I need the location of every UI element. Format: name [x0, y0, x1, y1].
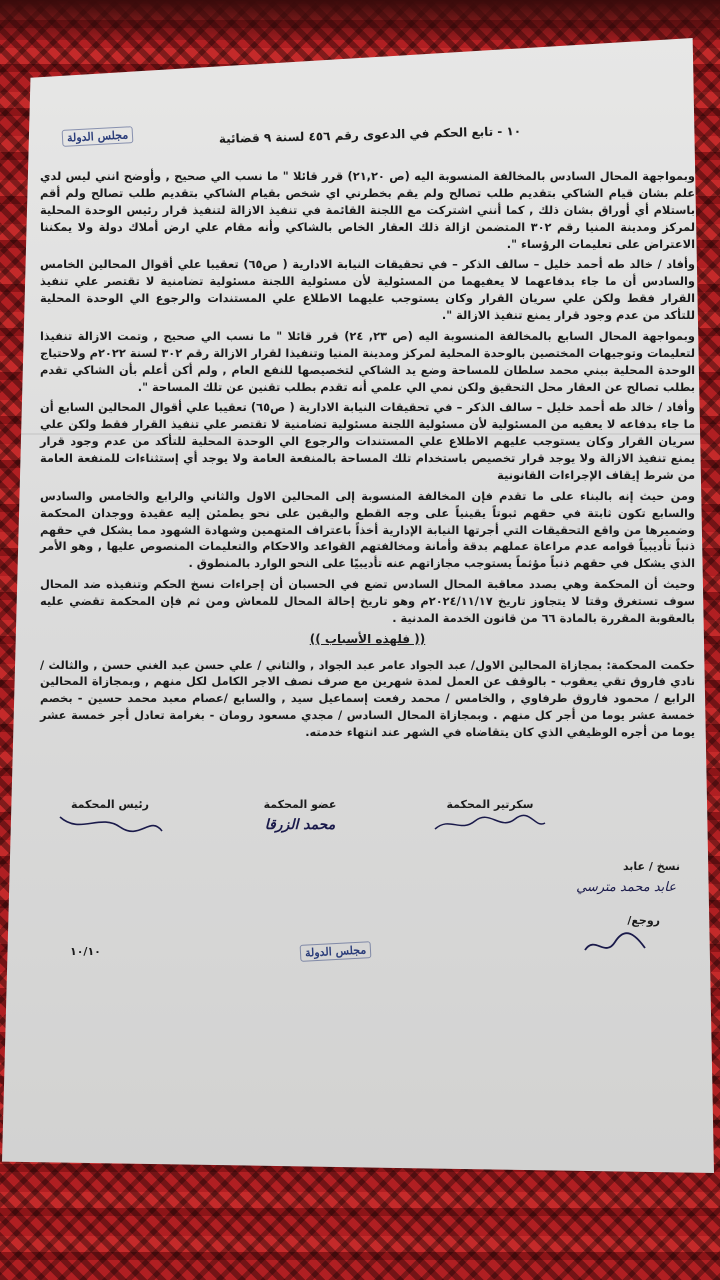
member-signature-text: محمد الزرقا [264, 817, 336, 833]
reviewed-label: روجع/ [627, 914, 660, 927]
president-signature [50, 798, 170, 837]
paragraph: ومن حيث إنه بالبناء على ما تقدم فإن المخالفة المنسوبة إلى المحالين الاول والثاني والرابع والخامس والسادس والسابع تكون ثابتة في حقهم ثبوتاً يقينياً على وجه القطع واليقين على نحو يطمئن إليه عقيدة ووجدان المحكمة وضميرها من واقع التحقيقات التي أجرتها النيابة الإدارية أخذاً باعتراف المتهمين وشهادة الشهود مما يشكل في حقهم ذنباً تأديبياً قوامه عدم مراعاة عملهم بدقة وأمانة ومخالفتهم القواعد والاحكام والتعليمات المنصوص عليها , وهو الأمر الذي يشكل في حقهم ذنباً مؤثماً يستوجب مجازاتهم عنه تأديبيًا على النحو الوارد بالمنطوق . [40, 488, 695, 571]
signature-scribble [430, 811, 550, 837]
signature-scribble [50, 811, 170, 837]
paragraph: وحيث أن المحكمة وهي بصدد معاقبة المحال السادس تضع في الحسبان أن إجراءات نسخ الحكم وتنفيذه ضد المحال سوف تستغرق وقتا لا يتجاوز تاريخ ٢٠٢٤/١١/١٧م وهو تاريخ إحالة المحال للمعاش ومن ثم فإن المحكمة تقضي عليه بالعقوبة المقررة بالمادة ٦٦ من قانون الخدمة المدنية . [40, 577, 695, 625]
paragraph: وبمواجهة المحال السابع بالمخالفة المنسوبة اليه (ص ٢٣, ٢٤) قرر قائلا " ما نسب الي صحيح , وتمت الازالة تنفيذا لتعليمات وتوجيهات المختصين بالوحدة المحلية لمركز ومدينة المنيا وتنفيذا لقرار الازالة رقم ٣٠٢ لسنة ٢٠٢٢م ولاحتياج الوحدة المحلية ببني محمد سلطان للمساحة وضع يد الشاكي لتخصيصها للنفع العام , ولم أكن أعلم بأن الشاكي تقدم بطلب تصالح عن العقار محل التحقيق ولكن نمي الي علمي أنه تقدم بطلب تقنين عن تلك المساحة ". [40, 328, 696, 394]
causes-heading: (( فلهذه الأسباب )) [309, 631, 426, 646]
member-label: عضو المحكمة [263, 798, 337, 811]
secretary-label: سكرتير المحكمة [446, 798, 534, 811]
document-body [40, 138, 695, 745]
council-stamp-top: مجلس الدولة [62, 126, 134, 147]
council-stamp-bottom: مجلس الدولة [300, 941, 372, 962]
member-signature [240, 798, 360, 833]
paragraph: وبمواجهة المحال السادس بالمخالفة المنسوبة اليه (ص ٢١,٢٠) قرر قائلا " ما نسب الي صحيح , وأوضح انني ليس لدي علم بشان قيام الشاكي بتقديم طلب تصالح ولم يقم بخطرني اي شخص بقيام الشاكي بتقديم طلب تصالح ولم أقم باستلام أي أوراق بشان ذلك , كما أنني اشتركت مع اللجنة القائمة في تنفيذ الازالة لتنفيذ قرار رئيس الوحدة المحلية لمركز ومدينة المنيا رقم ٣٠٢ المتضمن ازالة ذلك العقار الخاص بالشاكي وأنه مقام علي ارض أملاك دولة ولا يمكننا الاعتراض على تعليمات الرؤساء ". [40, 169, 695, 251]
ruling: حكمت المحكمة: بمجازاة المحالين الاول/ عبد الجواد عامر عبد الجواد , والثاني / علي حسن عبد الغني حسن , والثالث / نادي فاروق تقي يعقوب - بالوقف عن العمل لمدة شهرين مع صرف نصف الاجر الكامل لكل منهم , وبمجازاة المحالين الرابع / محمود فاروق طرفاوي , والخامس / محمد رفعت إسماعيل سيد , والسابع /عصام معبد محمد حسين - بخصم خمسة عشر يوما من أجر كل منهم . وبمجازاة المحال السادس / مجدي مسعود رومان - بغرامة تعادل أجر خمسة عشر يوما من أجره الوظيفي الذي كان يتقاضاه في الشهر عند انتهاء خدمته. [40, 657, 695, 739]
copies-label: نسخ / عابد [622, 860, 680, 873]
paragraph: وأفاد / خالد طه أحمد خليل – سالف الذكر – في تحقيقات النيابة الادارية ( ص٦٥) تعقيبا علي أقوال المحالين السابع أن ما جاء بدفاعه لا يعفيه من المسئولية لأن مسئولية اللجنة مسئولية تضامنية لا تقتصر علي تنفيذ القرار فقط ولكن علي سريان القرار وكان يستوجب عليهم الاطلاع علي المستندات والرجوع الي الوحدة المحلية للتأكد من عدم وجود قرار يمنع تنفيذ الازالة ولا يوجد قرار تخصيص باستخدام تلك المساحة بالمنفعة العامة ولا يوجد أي إستثناءات للمنفعة العامة من شرط إيقاف الإجراءات القانونية [40, 400, 695, 482]
president-label: رئيس المحكمة [71, 798, 149, 811]
page-heading: ١٠ - تابع الحكم في الدعوى رقم ٤٥٦ لسنة ٩ قضائية [218, 124, 522, 146]
secretary-signature [430, 798, 550, 837]
copies-signature: عابد محمد مترسي [576, 880, 676, 895]
background-shadow [0, 0, 720, 40]
reviewer-signature [580, 930, 650, 964]
paragraph: وأفاد / خالد طه أحمد خليل – سالف الذكر – في تحقيقات النيابة الادارية ( ص٦٥) تعقيبا علي أقوال المحالين الخامس والسادس أن ما جاء بدفاعهما لا يعفيهما من المسئولية لأن مسئولية اللجنة مسئولية تضامنية لا تقتصر علي تنفيذ القرار فقط ولكن علي سريان القرار وكان يستوجب عليهما الاطلاع علي المستندات والرجوع الي الوحدة المحلية للتأكد من عدم وجود قرار يمنع تنفيذ الازالة ". [40, 257, 695, 322]
page-number: ١٠/١٠ [70, 945, 101, 958]
